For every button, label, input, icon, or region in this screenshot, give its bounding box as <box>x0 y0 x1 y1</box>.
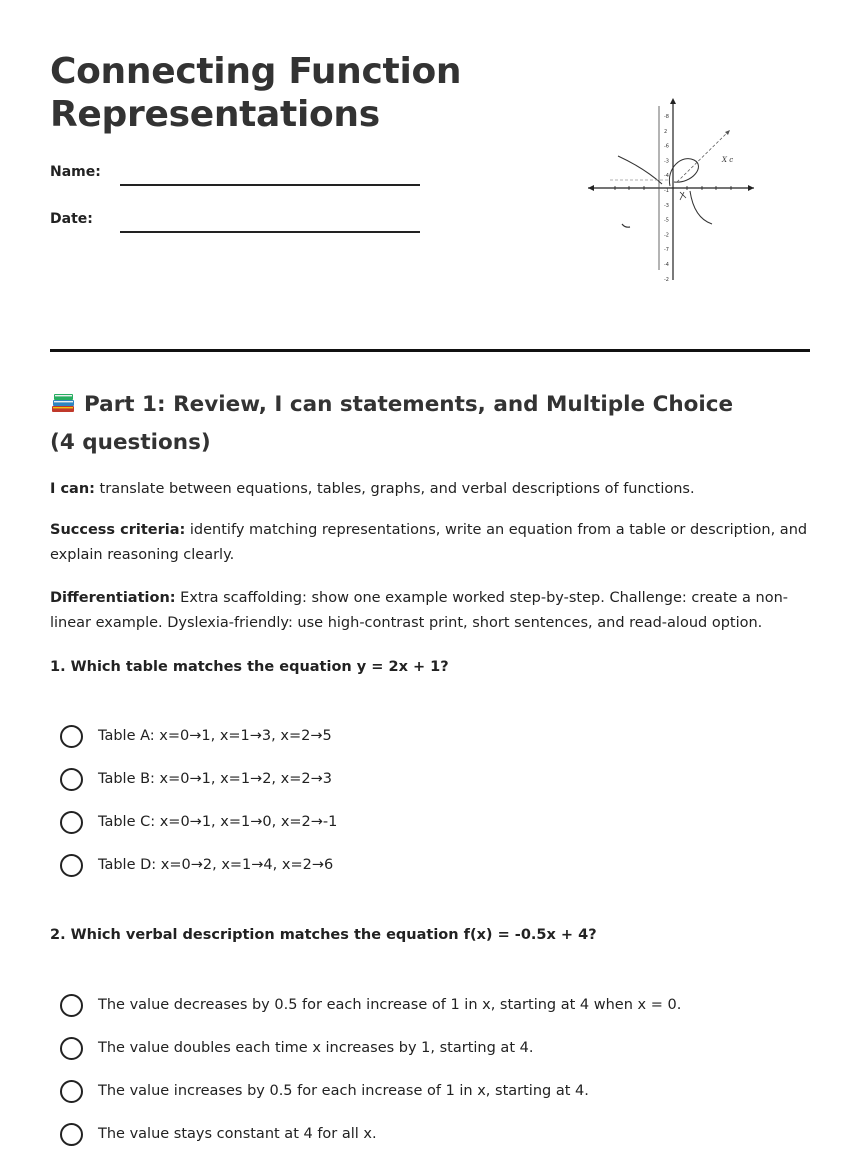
date-blank-line[interactable] <box>120 231 420 233</box>
success-criteria-text: identify matching representations, write an equation from a table or description, and explain reasoning clearly. <box>50 522 808 563</box>
radio-button[interactable] <box>60 1037 83 1060</box>
radio-button[interactable] <box>60 811 83 834</box>
option-label: Table A: x=0→1, x=1→3, x=2→5 <box>98 728 332 744</box>
success-criteria-label: Success criteria: <box>50 522 186 538</box>
part1-heading <box>50 386 750 462</box>
graph-y-tick-label: -6 <box>664 143 669 150</box>
graph-y-tick-label: -2 <box>664 276 669 283</box>
option-label: The value stays constant at 4 for all x. <box>98 1126 377 1142</box>
radio-button[interactable] <box>60 994 83 1017</box>
graph-y-tick-label: -3 <box>664 158 669 165</box>
answer-option[interactable] <box>60 853 800 896</box>
differentiation-text: Extra scaffolding: show one example worked step-by-step. Challenge: create a non-linear example. Dyslexia-friendly: use high-contrast print, short sentences, and read-aloud option. <box>50 590 789 631</box>
name-blank-line[interactable] <box>120 184 420 186</box>
graph-y-tick-label: -2 <box>664 232 669 239</box>
option-label: The value decreases by 0.5 for each increase of 1 in x, starting at 4 when x = 0. <box>98 997 682 1013</box>
answer-option[interactable] <box>60 810 800 853</box>
graph-y-tick-label: -8 <box>664 114 669 120</box>
radio-button[interactable] <box>60 725 83 748</box>
graph-annotation: X c <box>722 156 734 164</box>
question-1-options <box>60 724 800 896</box>
differentiation <box>50 586 810 636</box>
i-can-label: I can: <box>50 481 95 497</box>
part1-heading-text: Part 1: Review, I can statements, and Multiple Choice (4 questions) <box>50 392 734 455</box>
name-label: Name: <box>50 164 101 180</box>
option-label: Table D: x=0→2, x=1→4, x=2→6 <box>98 857 334 873</box>
books-icon <box>50 389 76 411</box>
graph-y-tick-label: -4 <box>664 173 669 180</box>
graph-y-tick-label: -1 <box>664 188 669 194</box>
graph-y-tick-label: -5 <box>664 217 669 224</box>
answer-option[interactable] <box>60 724 800 767</box>
question-2-options <box>60 993 800 1161</box>
answer-option[interactable] <box>60 993 800 1036</box>
date-label: Date: <box>50 211 93 227</box>
i-can-statement <box>50 477 810 502</box>
graph-y-tick-label: -7 <box>664 247 669 254</box>
graph-y-tick-label: 2 <box>664 128 668 135</box>
answer-option[interactable] <box>60 1079 800 1122</box>
radio-button[interactable] <box>60 1123 83 1146</box>
page-title: Connecting Function Representations <box>50 51 462 135</box>
section-divider <box>50 349 810 352</box>
radio-button[interactable] <box>60 1080 83 1103</box>
graph-y-tick-label: -3 <box>664 202 669 209</box>
differentiation-label: Differentiation: <box>50 590 176 606</box>
answer-option[interactable] <box>60 1122 800 1161</box>
graph-y-tick-label: -4 <box>664 262 669 268</box>
radio-button[interactable] <box>60 768 83 791</box>
option-label: Table B: x=0→1, x=1→2, x=2→3 <box>98 771 332 787</box>
option-label: The value increases by 0.5 for each increase of 1 in x, starting at 4. <box>98 1083 589 1099</box>
radio-button[interactable] <box>60 854 83 877</box>
answer-option[interactable] <box>60 1036 800 1079</box>
function-graph-icon <box>582 96 762 286</box>
answer-option[interactable] <box>60 767 800 810</box>
i-can-text: translate between equations, tables, graphs, and verbal descriptions of functions. <box>94 481 695 497</box>
option-label: Table C: x=0→1, x=1→0, x=2→-1 <box>98 814 338 830</box>
success-criteria <box>50 518 810 568</box>
option-label: The value doubles each time x increases by 1, starting at 4. <box>98 1040 534 1056</box>
question-1-prompt: 1. Which table matches the equation y = 2x + 1? <box>50 659 449 675</box>
question-2-prompt: 2. Which verbal description matches the equation f(x) = -0.5x + 4? <box>50 927 597 943</box>
